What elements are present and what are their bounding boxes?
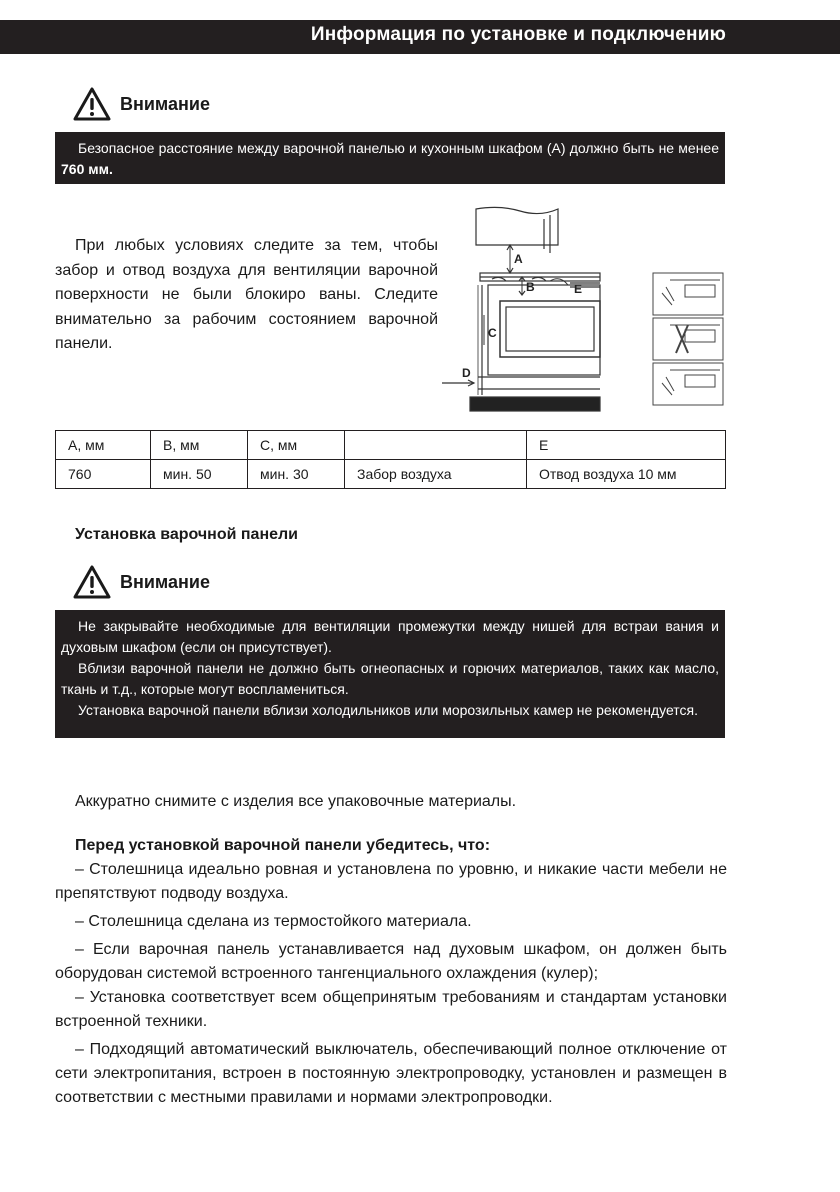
table-cell <box>345 431 527 460</box>
warning-triangle-icon <box>72 86 112 122</box>
table-cell: Забор воздуха <box>345 460 527 489</box>
checklist-title: Перед установкой варочной панели убедитесь, что: <box>75 837 491 854</box>
list-item: – Столешница сделана из термостойкого материала. <box>75 913 472 930</box>
table-cell: E <box>527 431 726 460</box>
list-item: – Подходящий автоматический выключатель, обеспечивающий полное отключение от сети электропитания, встроен в постоянную электропроводку, установлен и размещен в соответствии с местными правилами и нормами электропроводки. <box>55 1041 727 1106</box>
warning-box-2 <box>55 610 725 738</box>
warning-heading-2 <box>72 562 210 602</box>
ventilation-text: При любых условиях следите за тем, чтобы забор и отвод воздуха для вентиляции варочной поверхности не были блокиро ваны. Следите внимательно за рабочим состоянием варочной панели. <box>55 237 438 352</box>
table-header-row <box>56 431 726 460</box>
list-item: – Установка соответствует всем общепринятым требованиям и стандартам установки встроенной техники. <box>55 989 727 1030</box>
packaging-text: Аккуратно снимите с изделия все упаковочные материалы. <box>75 793 517 810</box>
warning-heading <box>72 84 210 124</box>
packaging-paragraph <box>55 790 727 814</box>
table-cell: мин. 50 <box>151 460 248 489</box>
section-title: Установка варочной панели <box>75 526 299 543</box>
warning-label: Внимание <box>120 93 210 114</box>
list-item: – Если варочная панель устанавливается над духовым шкафом, он должен быть оборудован системой встроенного тангенциального охлаждения (кулер); <box>55 941 727 982</box>
header-bar <box>0 20 840 54</box>
warning-item: Не закрывайте необходимые для вентиляции промежутки между нишей для встраи вания и духовым шкафом (если он присутствует). <box>61 618 719 655</box>
warning-box <box>55 132 725 184</box>
table-cell: мин. 30 <box>248 460 345 489</box>
checklist <box>55 834 727 1110</box>
list-item: – Столешница идеально ровная и установлена по уровню, и никакие части мебели не препятствуют подводу воздуха. <box>55 861 727 902</box>
table-cell: Отвод воздуха 10 мм <box>527 460 726 489</box>
warning-item: Вблизи варочной панели не должно быть огнеопасных и горючих материалов, таких как масло, ткань и т.д., которые могут воспламениться. <box>61 660 719 697</box>
warning-label: Внимание <box>120 571 210 592</box>
page-title: Информация по установке и подключению <box>310 24 726 45</box>
diagram-label-e: E <box>574 282 583 296</box>
diagram-label-c: C <box>488 326 497 340</box>
clearance-table <box>55 430 726 489</box>
diagram-label-d: D <box>462 366 471 380</box>
table-cell: A, мм <box>56 431 151 460</box>
warning-item: Установка варочной панели вблизи холодильников или морозильных камер не рекомендуется. <box>78 702 698 718</box>
table-cell: C, мм <box>248 431 345 460</box>
diagram-label-a: A <box>514 252 523 266</box>
ventilation-paragraph <box>55 234 438 357</box>
warning-text: Безопасное расстояние между варочной панелью и кухонным шкафом (A) должно быть не менее <box>78 140 719 156</box>
installation-diagram <box>440 205 730 415</box>
warning-distance: 760 мм. <box>61 161 113 177</box>
table-row <box>56 460 726 489</box>
table-cell: 760 <box>56 460 151 489</box>
table-cell: B, мм <box>151 431 248 460</box>
warning-triangle-icon <box>72 564 112 600</box>
diagram-label-b: B <box>526 280 535 294</box>
